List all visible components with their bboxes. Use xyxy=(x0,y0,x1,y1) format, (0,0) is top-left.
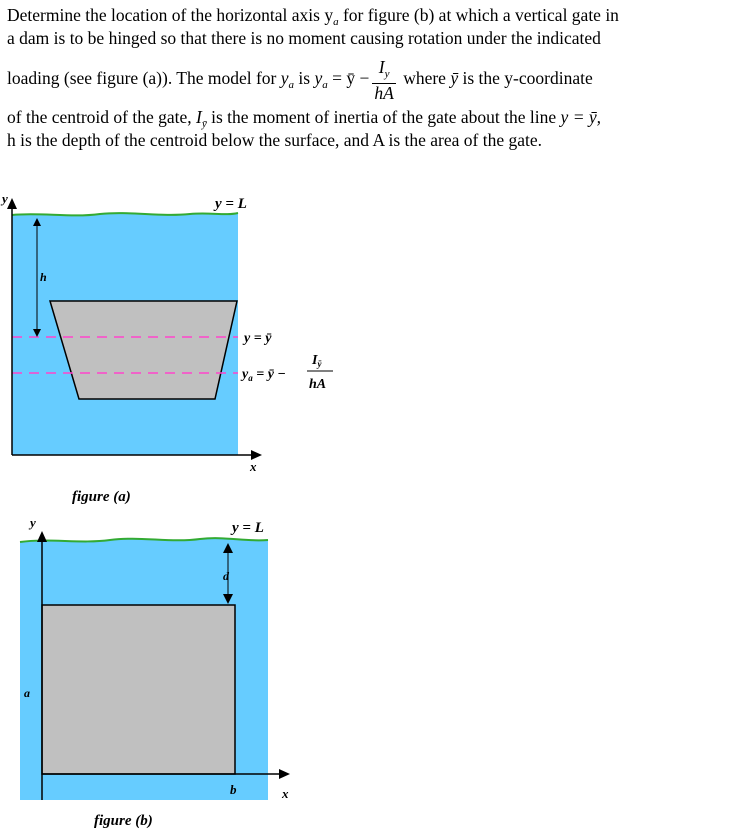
ya-symbol: y xyxy=(314,68,323,88)
h-label: h xyxy=(40,270,47,284)
ybar-symbol: ȳ xyxy=(450,68,459,88)
d-label: d xyxy=(223,569,229,583)
surface-label-b: y = L xyxy=(232,520,264,536)
y-axis-arrow-b xyxy=(37,531,47,542)
ya-subscript: a xyxy=(322,79,328,91)
centroid-label: y = ȳ xyxy=(244,331,272,346)
x-axis-label-b: x xyxy=(282,786,289,801)
y-axis-label-b: y xyxy=(30,515,36,530)
svg-text:Iȳ: $I_ȳ$ xyxy=(312,353,322,369)
svg-text:ya = ȳ −: $y_a$ = ȳ − xyxy=(242,367,286,383)
problem-line-2: a dam is to be hinged so that there is no moment causing rotation under the indicated xyxy=(7,28,601,48)
problem-line-5: h is the depth of the centroid below the surface, and A is the area of the gate. xyxy=(7,130,543,150)
a-label: a xyxy=(24,686,30,700)
problem-text-4b: is the moment of inertia of the gate about the line xyxy=(206,107,561,127)
inertia-subscript: ȳ xyxy=(201,118,207,130)
figure-a-caption: figure (a) xyxy=(72,489,131,505)
x-axis-arrow-b xyxy=(279,769,290,779)
centroid-line-eq: y = ȳ, xyxy=(560,107,602,127)
figure-b-caption: figure (b) xyxy=(94,813,153,829)
figure-b xyxy=(20,515,290,829)
surface-label-a: y = L xyxy=(215,196,247,212)
problem-text-1b: for figure (b) at which a vertical gate in xyxy=(338,5,619,25)
problem-text-1a: Determine the location of the horizontal axis y xyxy=(7,5,334,25)
ya-symbol: y xyxy=(280,68,289,88)
fraction-denominator: hA xyxy=(374,82,394,103)
rectangular-gate xyxy=(42,605,235,774)
problem-text-3c: is the y-coordinate xyxy=(458,68,593,88)
figure-a xyxy=(0,191,333,505)
inertia-symbol: I xyxy=(196,107,202,127)
problem-text-3is: is xyxy=(294,68,315,88)
x-axis-label-a: x xyxy=(250,459,257,474)
ya-fraction-denominator: hA xyxy=(309,377,327,392)
problem-text-3b: where xyxy=(398,68,451,88)
y-axis-arrow-a xyxy=(7,198,17,209)
ya-subscript: a xyxy=(333,16,339,28)
problem-text-4a: of the centroid of the gate, xyxy=(7,107,197,127)
trapezoid-gate xyxy=(50,301,237,399)
ya-formula-label xyxy=(240,353,333,392)
y-axis-label-a: y xyxy=(2,191,8,206)
equation-rhs: = ȳ − xyxy=(327,68,370,88)
b-label: b xyxy=(230,782,237,797)
ya-subscript: a xyxy=(288,79,295,91)
problem-text-3a: loading (see figure (a)). The model for xyxy=(7,68,281,88)
fraction-numerator: $I_y$ xyxy=(372,58,395,84)
